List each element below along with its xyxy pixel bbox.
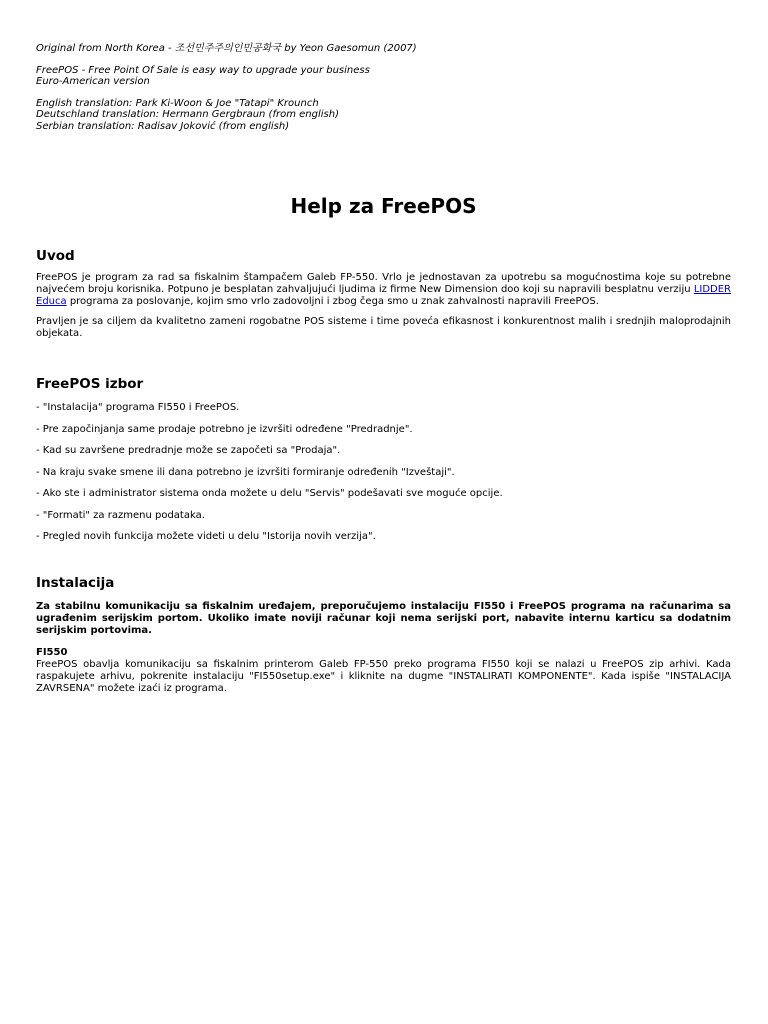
izbor-item: - Pregled novih funkcija možete videti u delu "Istorija novih verzija".	[36, 531, 376, 542]
izbor-item: - Ako ste i administrator sistema onda možete u delu "Servis" podešavati sve moguće opcije.	[36, 488, 503, 499]
credits-original-line: Original from North Korea - 조선민주주의인민공화국 by Yeon Gaesomun (2007)	[36, 43, 417, 54]
document-page	[36, 43, 731, 695]
izbor-item: - Kad su završene predradnje može se započeti sa "Prodaja".	[36, 445, 341, 456]
credits-translation-sr: Serbian translation: Radisav Joković (from english)	[36, 120, 290, 132]
credits-translations	[36, 98, 731, 133]
uvod-paragraph-1	[36, 272, 731, 308]
uvod-heading: Uvod	[36, 248, 75, 264]
izbor-item: - "Formati" za razmenu podataka.	[36, 509, 205, 521]
fi550-subheading: FI550	[36, 647, 68, 658]
section-uvod	[36, 248, 731, 340]
credits-translation-de: Deutschland translation: Hermann Gergbraun (from english)	[36, 109, 339, 120]
izbor-item: - "Instalacija" programa FI550 i FreePOS.	[36, 402, 240, 413]
uvod-paragraph-1-after: programa za poslovanje, kojim smo vrlo zadovoljni i zbog čega smo u znak zahvalnosti napravili FreePOS.	[66, 296, 599, 307]
credits-tagline	[36, 65, 731, 88]
credits-tagline-line-1: FreePOS - Free Point Of Sale is easy way to upgrade your business	[36, 64, 370, 76]
izbor-item: - Pre započinjanja same prodaje potrebno je izvršiti određene "Predradnje".	[36, 423, 413, 435]
credits-origin	[36, 43, 731, 55]
section-freepos-izbor	[36, 376, 731, 543]
uvod-paragraph-2: Pravljen je sa ciljem da kvalitetno zameni rogobatne POS sisteme i time poveća efikasnost i konkurentnost malih i srednjih maloprodajnih objekata.	[36, 316, 731, 339]
page-title: Help za FreePOS	[290, 194, 477, 218]
izbor-heading: FreePOS izbor	[36, 376, 144, 392]
credits-tagline-line-2: Euro-American version	[36, 76, 150, 87]
uvod-paragraph-1-before: FreePOS je program za rad sa fiskalnim štampačem Galeb FP-550. Vrlo je jednostavan za upotrebu sa mogućnostima koje su potrebne najvećem broju korisnika. Potpuno je besplatan zahvaljujući ljudima iz firme New Dimension doo koji su napravili besplatnu verziju	[36, 272, 731, 295]
credits-translation-en: English translation: Park Ki-Woon & Joe "Tatapi" Krounch	[36, 97, 319, 109]
section-instalacija	[36, 575, 731, 695]
instalacija-recommendation: Za stabilnu komunikaciju sa fiskalnim uređajem, preporučujemo instalaciju FI550 i FreePOS programa na računarima sa ugrađenim serijskim portom. Ukoliko imate noviji računar koji nema serijski port, nabavite internu karticu sa dodatnim serijskim portovima.	[36, 601, 731, 636]
credits-block	[36, 43, 731, 132]
lidder-educa-link[interactable]: LIDDER Educa	[36, 284, 731, 307]
instalacija-heading: Instalacija	[36, 575, 115, 591]
fi550-paragraph: FreePOS obavlja komunikaciju sa fiskalnim printerom Galeb FP-550 preko programa FI550 koji se nalazi u FreePOS zip arhivi. Kada raspakujete arhivu, pokrenite instalaciju "FI550setup.exe" i kliknite na dugme "INSTALIRATI KOMPONENTE". Kada ispiše "INSTALACIJA ZAVRSENA" možete izaći iz programa.	[36, 659, 731, 694]
izbor-item: - Na kraju svake smene ili dana potrebno je izvršiti formiranje određenih "Izveštaji".	[36, 466, 455, 478]
